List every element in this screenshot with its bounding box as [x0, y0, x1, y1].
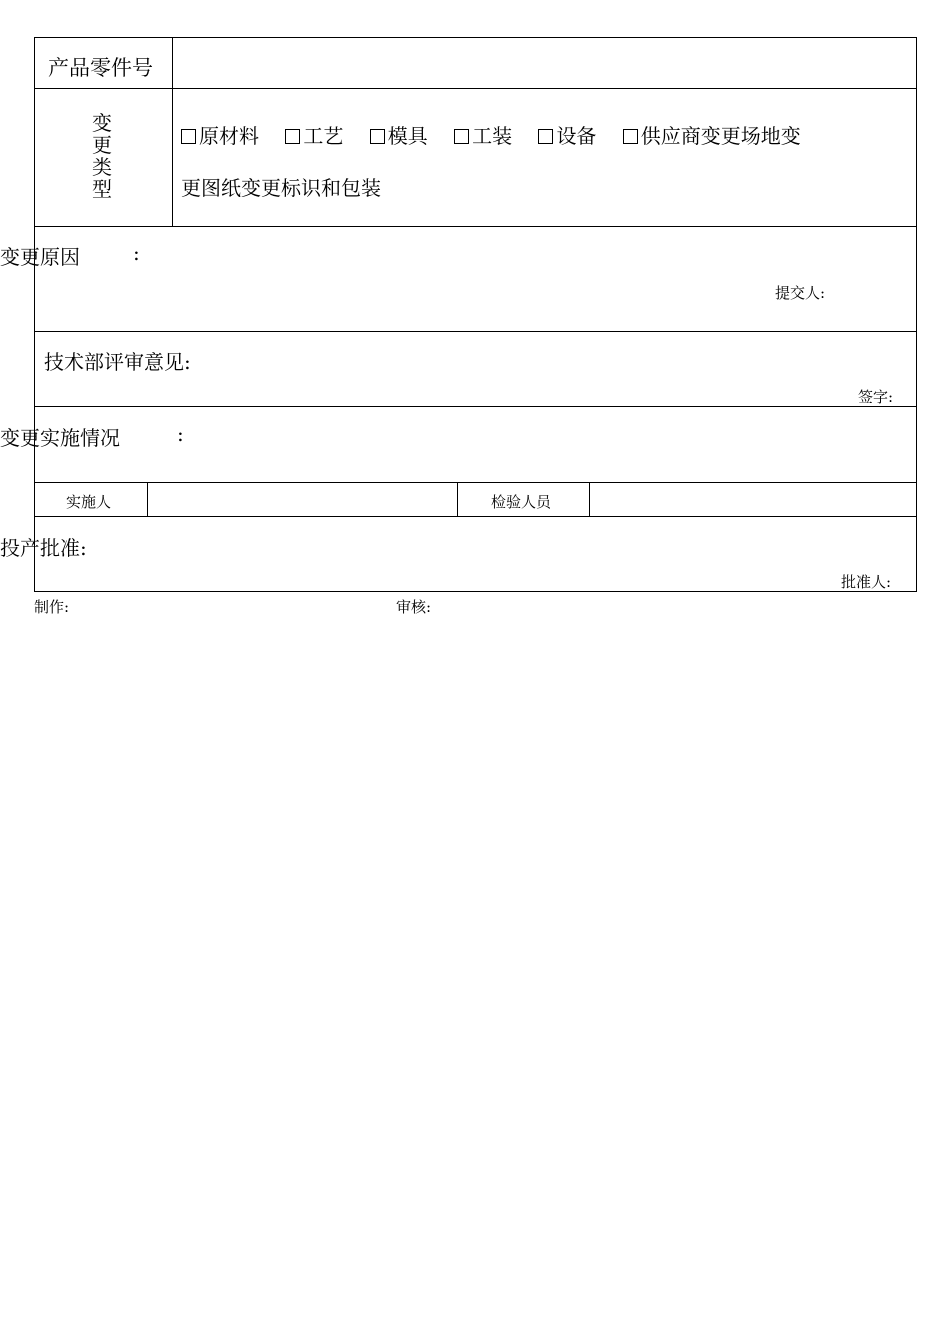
change-type-label: 变 更 类 型	[92, 111, 112, 201]
implementation-label: 变更实施情况	[0, 426, 120, 450]
part-number-field[interactable]	[180, 44, 910, 82]
table-top-border	[34, 37, 917, 38]
approval-label: 投产批准:	[0, 536, 87, 560]
option-fixture[interactable]: 工装	[454, 120, 512, 149]
checkbox[interactable]	[538, 129, 553, 144]
proposer-label: 提交人:	[775, 284, 826, 302]
cell-divider	[147, 482, 148, 516]
label-column-divider	[172, 37, 173, 226]
option-raw-material[interactable]: 原材料	[181, 120, 259, 149]
made-by-label: 制作:	[34, 598, 70, 616]
change-type-options	[181, 120, 801, 149]
checkbox[interactable]	[285, 129, 300, 144]
reason-field[interactable]	[40, 270, 760, 322]
reviewed-by-label: 审核:	[396, 598, 432, 616]
row-divider	[34, 88, 917, 89]
change-type-options-line2: 更图纸变更标识和包装	[181, 176, 381, 200]
option-site-change-part: 场地变	[740, 124, 801, 148]
table-left-border	[34, 37, 35, 592]
implementer-field[interactable]	[152, 486, 452, 512]
approval-field[interactable]	[40, 558, 820, 586]
checkbox[interactable]	[370, 129, 385, 144]
cell-divider	[589, 482, 590, 516]
table-bottom-border	[34, 591, 917, 592]
row-divider	[34, 331, 917, 332]
inspector-label: 检验人员	[491, 493, 552, 511]
row-divider	[34, 516, 917, 517]
option-process[interactable]: 工艺	[285, 120, 343, 149]
checkbox[interactable]	[623, 129, 638, 144]
checkbox[interactable]	[454, 129, 469, 144]
option-mold[interactable]: 模具	[370, 120, 428, 149]
table-right-border	[916, 37, 917, 592]
option-equipment[interactable]: 设备	[538, 120, 596, 149]
approver-label: 批准人:	[841, 573, 892, 591]
reason-label: 变更原因	[0, 245, 80, 269]
part-number-label: 产品零件号	[48, 56, 153, 80]
reason-colon: :	[133, 241, 140, 265]
option-supplier-change[interactable]: 供应商变更	[623, 120, 741, 149]
implementation-field[interactable]	[40, 446, 910, 478]
tech-review-label: 技术部评审意见:	[44, 350, 191, 374]
checkbox[interactable]	[181, 129, 196, 144]
cell-divider	[457, 482, 458, 516]
implementer-label: 实施人	[66, 493, 112, 511]
signature-label: 签字:	[858, 388, 894, 406]
tech-review-field[interactable]	[40, 372, 840, 402]
row-divider	[34, 482, 917, 483]
inspector-field[interactable]	[594, 486, 910, 512]
row-divider	[34, 226, 917, 227]
implementation-colon: :	[177, 422, 184, 446]
row-divider	[34, 406, 917, 407]
